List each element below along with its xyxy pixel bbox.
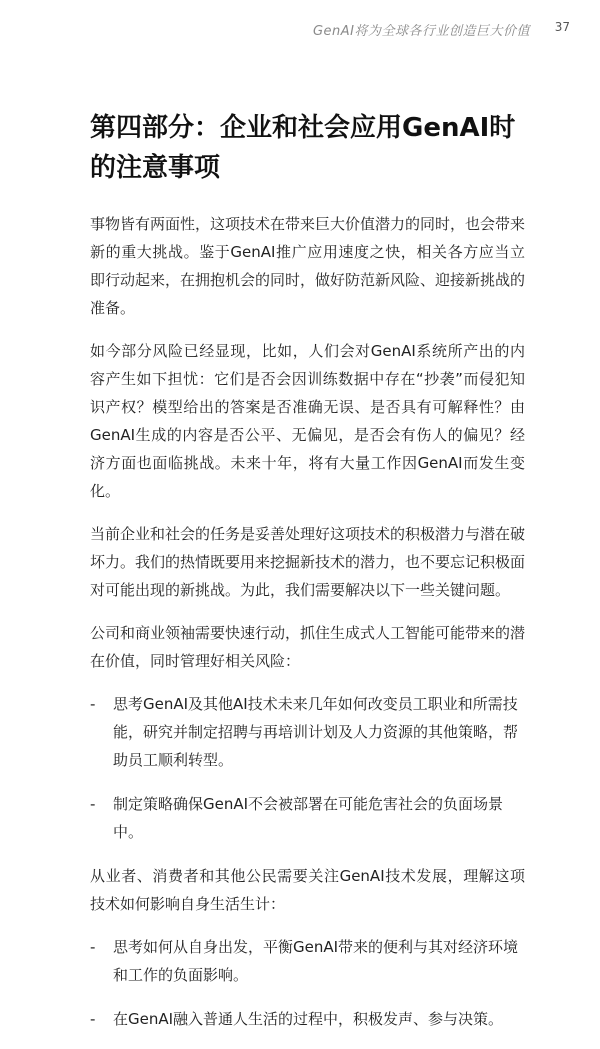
list-item — [90, 933, 525, 989]
list-item — [90, 690, 525, 774]
bullet-dash: - — [90, 938, 96, 956]
list-item — [90, 1005, 525, 1033]
running-header-title: GenAI将为全球各行业创造巨大价值 — [312, 24, 530, 39]
page-number: 37 — [554, 20, 570, 34]
paragraph-task: 当前企业和社会的任务是妥善处理好这项技术的积极潜力与潜在破坏力。我们的热情既要用来挖掘新技术的潜力，也不要忘记积极面对可能出现的新挑战。为此，我们需要解决以下一些关键问题。 — [90, 525, 526, 599]
paragraph-risks: 如今部分风险已经显现，比如，人们会对GenAI系统所产出的内容产生如下担忧：它们是否会因训练数据中存在“抄袭”而侵犯知识产权？模型给出的答案是否准确无误、是否具有可解释性？由GenAI生成的内容是否公平、无偏见，是否会有伤人的偏见？经济方面也面临挑战。未来十年，将有大量工作因GenAI而发生变化。 — [90, 342, 525, 500]
paragraph-business-intro: 公司和商业领袖需要快速行动，抓住生成式人工智能可能带来的潜在价值，同时管理好相关风险： — [90, 624, 526, 670]
paragraph-intro: 事物皆有两面性，这项技术在带来巨大价值潜力的同时，也会带来新的重大挑战。鉴于GenAI推广应用速度之快，相关各方应当立即行动起来，在拥抱机会的同时，做好防范新风险、迎接新挑战的准备。 — [90, 215, 526, 317]
bullet-text: 思考如何从自身出发，平衡GenAI带来的便利与其对经济环境和工作的负面影响。 — [113, 938, 519, 984]
bullet-text: 制定策略确保GenAI不会被部署在可能危害社会的负面场景中。 — [113, 795, 504, 841]
bullet-text: 在GenAI融入普通人生活的过程中，积极发声、参与决策。 — [113, 1010, 504, 1028]
paragraph-citizen-intro: 从业者、消费者和其他公民需要关注GenAI技术发展，理解这项技术如何影响自身生活生计： — [90, 867, 525, 913]
running-header — [0, 20, 600, 40]
list-item — [90, 790, 525, 846]
bullet-text: 思考GenAI及其他AI技术未来几年如何改变员工职业和所需技能，研究并制定招聘与再培训计划及人力资源的其他策略，帮助员工顺利转型。 — [113, 695, 519, 769]
bullet-dash: - — [90, 1010, 96, 1028]
page-content — [90, 108, 525, 1049]
business-bullet-list — [90, 690, 525, 846]
bullet-dash: - — [90, 795, 96, 813]
section-title: 第四部分：企业和社会应用GenAI时的注意事项 — [90, 113, 516, 183]
citizen-bullet-list — [90, 933, 525, 1033]
bullet-dash: - — [90, 695, 96, 713]
